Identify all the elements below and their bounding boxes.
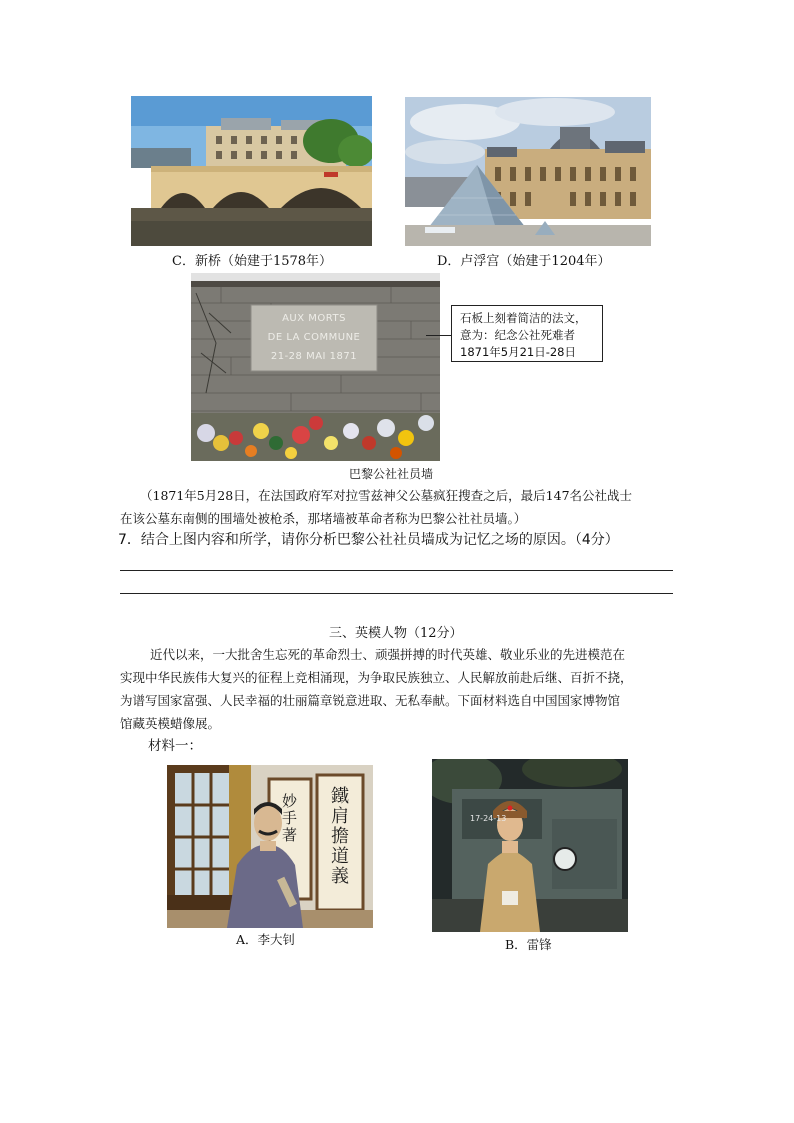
li-dazhao-caption: A．李大钊	[236, 932, 296, 947]
couplet-calligraphy: 鐵肩擔道義	[331, 786, 349, 887]
answer-line-2[interactable]	[120, 593, 673, 594]
material-1-label: 材料一：	[148, 738, 202, 754]
li-dazhao-photo	[167, 765, 373, 928]
historical-note-line-2: 在该公墓东南侧的围墙处被枪杀，那堵墙被革命者称为巴黎公社社员墙。）	[120, 511, 527, 526]
pont-neuf-caption: C．新桥（始建于1578年）	[172, 254, 333, 269]
section-3-intro-line-3: 为谱写国家富强、人民幸福的壮丽篇章锐意进取、无私奉献。下面材料选自中国国家博物馆	[120, 693, 621, 708]
section-3-intro-line-4: 馆藏英模蜡像展。	[120, 716, 221, 731]
section-3-intro-line-2: 实现中华民族伟大复兴的征程上竞相涌现，为争取民族独立、人民解放前赴后继、百折不挠，	[120, 670, 633, 685]
answer-line-1[interactable]	[120, 570, 673, 571]
section-3-intro-line-1: 近代以来，一大批舍生忘死的革命烈士、顽强拼搏的时代英雄、敬业乐业的先进模范在	[150, 647, 626, 662]
commune-plaque-text: AUX MORTS DE LA COMMUNE 21-28 MAI 1871	[267, 313, 361, 362]
louvre-photo	[405, 97, 651, 246]
lei-feng-caption: B．雷锋	[505, 937, 552, 952]
louvre-caption: D．卢浮宫（始建于1204年）	[437, 254, 611, 269]
section-3-heading: 三、英模人物（12分）	[329, 626, 463, 641]
communards-wall-caption: 巴黎公社社员墙	[349, 467, 434, 481]
callout-connector-line	[426, 335, 452, 336]
communards-wall-photo	[191, 273, 440, 461]
lei-feng-photo	[432, 759, 628, 932]
pont-neuf-photo	[131, 96, 372, 246]
plaque-explanation-callout: 石板上刻着简洁的法文， 意为：纪念公社死难者 1871年5月21日-28日	[451, 305, 603, 362]
truck-plate-text: 17-24-13	[470, 814, 507, 823]
historical-note-line-1: （1871年5月28日，在法国政府军对拉雪兹神父公墓疯狂搜查之后，最后147名公社战士	[140, 488, 633, 503]
scroll-calligraphy: 妙手著	[282, 792, 298, 844]
question-7: 7．结合上图内容和所学，请你分析巴黎公社社员墙成为记忆之场的原因。（4分）	[118, 532, 619, 548]
